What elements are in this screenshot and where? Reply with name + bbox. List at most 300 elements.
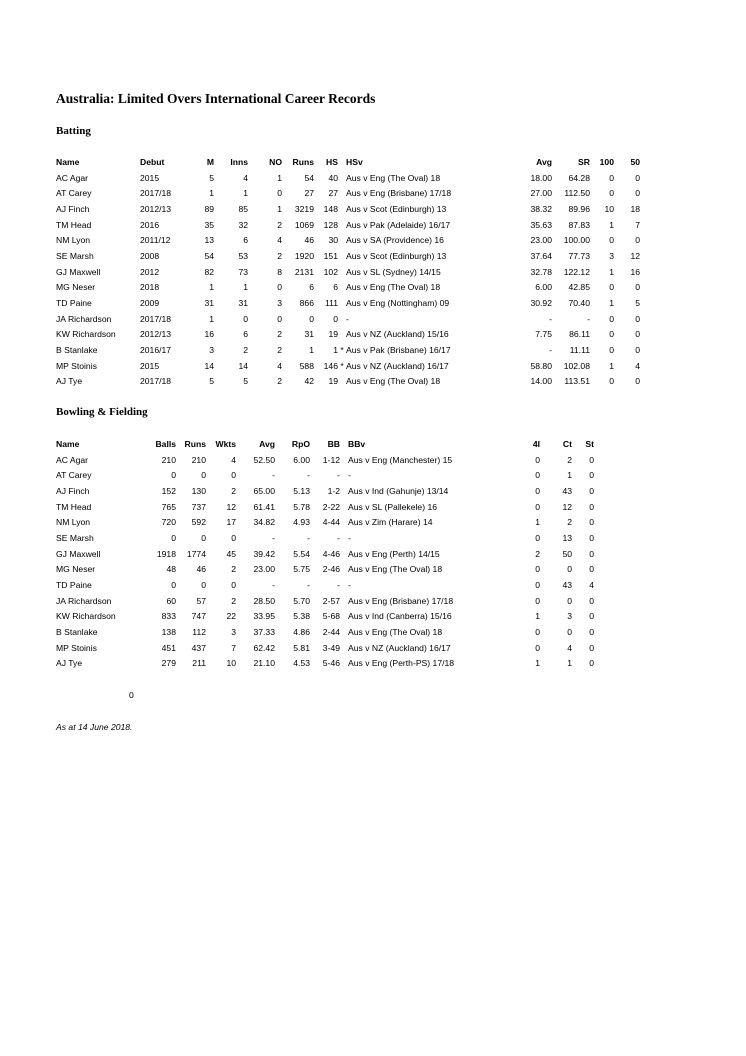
- bowling-cell-ct: 0: [567, 595, 572, 606]
- batting-cell-hs: 111: [324, 297, 338, 308]
- bowling-cell-wkts: 0: [231, 579, 236, 590]
- batting-cell-avg: 32.78: [530, 266, 552, 277]
- bowling-cell-wkts: 4: [231, 454, 236, 465]
- page-title: Australia: Limited Overs International Career Records: [56, 91, 376, 106]
- batting-cell-name: AJ Finch: [56, 203, 90, 214]
- batting-cell-avg: 58.80: [530, 360, 552, 371]
- bowling-cell-balls: 1918: [156, 548, 176, 559]
- batting-row: [56, 312, 640, 328]
- bowling-cell-st: 0: [589, 611, 594, 622]
- bowling-cell-wkts: 2: [231, 564, 236, 575]
- bowling-row: [56, 547, 594, 563]
- batting-cell-name: JA Richardson: [56, 313, 112, 324]
- batting-cell-m: 1: [209, 188, 214, 199]
- bowling-cell-balls: 720: [161, 517, 176, 528]
- batting-cell-hsv: Aus v Scot (Edinburgh) 13: [346, 203, 447, 214]
- batting-cell-h100: 0: [609, 282, 614, 293]
- bowling-cell-st: 0: [589, 454, 594, 465]
- bowling-cell-fourI: 0: [535, 470, 540, 481]
- batting-cell-hs: 19: [328, 329, 338, 340]
- bowling-cell-balls: 138: [161, 626, 176, 637]
- bowling-cell-wkts: 45: [226, 548, 236, 559]
- batting-cell-name: AT Carey: [56, 188, 92, 199]
- bowling-cell-rpo: 5.81: [293, 642, 310, 653]
- bowling-cell-rpo: 5.70: [293, 595, 310, 606]
- batting-cell-h50: 0: [635, 282, 640, 293]
- batting-cell-sr: 112.50: [564, 188, 590, 199]
- batting-cell-star: [338, 296, 346, 312]
- bowling-cell-name: AC Agar: [56, 454, 89, 465]
- batting-cell-no: 2: [277, 219, 282, 230]
- bowling-cell-bbv: Aus v Eng (Manchester) 15: [348, 454, 453, 465]
- batting-col-50: 50: [630, 157, 640, 167]
- batting-cell-h50: 18: [630, 203, 640, 214]
- bowling-cell-bbv: Aus v Ind (Gahunje) 13/14: [348, 485, 449, 496]
- bowling-cell-rpo: 4.86: [293, 626, 310, 637]
- bowling-cell-balls: 833: [161, 611, 176, 622]
- bowling-cell-ct: 1: [567, 658, 572, 669]
- batting-cell-star: [338, 280, 346, 296]
- bowling-cell-st: 4: [589, 579, 594, 590]
- bowling-cell-bbv: Aus v Eng (The Oval) 18: [348, 564, 443, 575]
- batting-cell-avg: -: [549, 344, 552, 355]
- batting-cell-no: 2: [277, 250, 282, 261]
- batting-cell-m: 1: [209, 282, 214, 293]
- bowling-spacer: [340, 625, 348, 641]
- bowling-cell-bb: 2-22: [322, 501, 340, 512]
- bowling-cell-rpo: -: [307, 579, 310, 590]
- bowling-cell-runs: 592: [191, 517, 206, 528]
- batting-cell-sr: 64.28: [568, 172, 590, 183]
- bowling-cell-avg: 23.00: [253, 564, 275, 575]
- batting-cell-hs: 102: [323, 266, 338, 277]
- batting-cell-hs: 1: [333, 344, 338, 355]
- batting-cell-runs: 42: [304, 376, 314, 387]
- bowling-cell-bb: -: [337, 470, 340, 481]
- lone-value: 0: [129, 690, 134, 700]
- bowling-cell-bbv: -: [348, 532, 351, 543]
- bowling-row: [56, 484, 594, 500]
- bowling-cell-bbv: Aus v Eng (Perth-PS) 17/18: [348, 658, 455, 669]
- batting-cell-name: NM Lyon: [56, 235, 91, 246]
- bowling-cell-bb: 1-2: [327, 485, 340, 496]
- bowling-cell-runs: 46: [196, 564, 206, 575]
- batting-table: [56, 155, 640, 390]
- batting-cell-h50: 16: [630, 266, 640, 277]
- bowling-cell-rpo: -: [307, 532, 310, 543]
- batting-row: [56, 343, 640, 359]
- bowling-cell-ct: 12: [562, 501, 572, 512]
- bowling-cell-bb: 1-12: [322, 454, 340, 465]
- batting-cell-h50: 0: [635, 376, 640, 387]
- bowling-cell-rpo: 5.38: [293, 611, 310, 622]
- batting-cell-h50: 0: [635, 329, 640, 340]
- bowling-cell-fourI: 0: [535, 501, 540, 512]
- batting-cell-no: 1: [277, 172, 282, 183]
- batting-cell-hsv: Aus v Eng (The Oval) 18: [346, 172, 441, 183]
- batting-header-row: [56, 155, 640, 171]
- batting-col-hsv: HSv: [346, 157, 363, 167]
- batting-cell-name: B Stanlake: [56, 344, 98, 355]
- bowling-cell-name: TD Paine: [56, 579, 92, 590]
- bowling-cell-st: 0: [589, 517, 594, 528]
- bowling-cell-st: 0: [589, 548, 594, 559]
- batting-cell-m: 35: [204, 219, 214, 230]
- batting-cell-hsv: Aus v Eng (Nottingham) 09: [346, 297, 450, 308]
- bowling-cell-avg: 34.82: [253, 517, 275, 528]
- bowling-cell-st: 0: [589, 642, 594, 653]
- bowling-cell-rpo: 5.13: [293, 485, 310, 496]
- batting-cell-h100: 10: [604, 203, 614, 214]
- bowling-cell-avg: 21.10: [253, 658, 275, 669]
- batting-cell-runs: 3219: [294, 203, 314, 214]
- batting-cell-m: 31: [204, 297, 214, 308]
- batting-cell-m: 82: [204, 266, 214, 277]
- bowling-spacer: [340, 515, 348, 531]
- batting-cell-debut: 2015: [140, 360, 160, 371]
- batting-cell-debut: 2016: [140, 219, 160, 230]
- batting-cell-inns: 1: [243, 282, 248, 293]
- batting-cell-runs: 2131: [294, 266, 314, 277]
- batting-cell-debut: 2015: [140, 172, 160, 183]
- bowling-cell-name: AJ Finch: [56, 485, 90, 496]
- batting-row: [56, 265, 640, 281]
- bowling-spacer: [340, 547, 348, 563]
- bowling-cell-rpo: 5.75: [293, 564, 310, 575]
- bowling-cell-avg: 61.41: [253, 501, 275, 512]
- bowling-cell-avg: 28.50: [253, 595, 275, 606]
- batting-cell-sr: 87.83: [568, 219, 590, 230]
- batting-cell-no: 8: [277, 266, 282, 277]
- bowling-cell-name: AT Carey: [56, 470, 92, 481]
- batting-cell-hsv: Aus v Scot (Edinburgh) 13: [346, 250, 447, 261]
- batting-cell-avg: 38.32: [530, 203, 552, 214]
- bowling-heading: Bowling & Fielding: [56, 406, 148, 418]
- bowling-cell-fourI: 1: [535, 517, 540, 528]
- batting-cell-runs: 6: [309, 282, 314, 293]
- bowling-cell-bbv: Aus v Ind (Canberra) 15/16: [348, 611, 452, 622]
- bowling-cell-rpo: 4.93: [293, 517, 310, 528]
- bowling-cell-bb: 5-46: [322, 658, 340, 669]
- batting-cell-h100: 0: [609, 172, 614, 183]
- batting-col-runs: Runs: [292, 157, 314, 167]
- bowling-cell-balls: 0: [171, 579, 176, 590]
- bowling-cell-bb: -: [337, 532, 340, 543]
- batting-row: [56, 359, 640, 375]
- batting-cell-h100: 1: [609, 219, 614, 230]
- batting-cell-hs: 30: [328, 235, 338, 246]
- bowling-col-balls: Balls: [155, 439, 176, 449]
- bowling-cell-fourI: 0: [535, 642, 540, 653]
- batting-cell-name: MP Stoinis: [56, 360, 97, 371]
- bowling-cell-bbv: Aus v Eng (The Oval) 18: [348, 626, 443, 637]
- bowling-cell-st: 0: [589, 564, 594, 575]
- bowling-cell-runs: 0: [201, 470, 206, 481]
- bowling-cell-balls: 765: [161, 501, 176, 512]
- as-at-note: As at 14 June 2018.: [56, 722, 133, 732]
- bowling-cell-wkts: 7: [231, 642, 236, 653]
- bowling-cell-name: KW Richardson: [56, 611, 116, 622]
- bowling-cell-rpo: -: [307, 470, 310, 481]
- batting-cell-m: 5: [209, 172, 214, 183]
- batting-cell-inns: 0: [243, 313, 248, 324]
- batting-cell-star: *: [340, 344, 344, 355]
- batting-cell-name: SE Marsh: [56, 250, 94, 261]
- bowling-cell-bb: 2-44: [322, 626, 340, 637]
- batting-row: [56, 218, 640, 234]
- batting-cell-h100: 0: [609, 313, 614, 324]
- bowling-cell-rpo: 6.00: [293, 454, 310, 465]
- batting-cell-h50: 0: [635, 172, 640, 183]
- batting-row: [56, 296, 640, 312]
- batting-cell-hs: 128: [323, 219, 338, 230]
- bowling-cell-ct: 50: [562, 548, 572, 559]
- batting-cell-sr: 11.11: [569, 344, 590, 355]
- bowling-cell-rpo: 4.53: [293, 658, 310, 669]
- batting-cell-no: 3: [277, 297, 282, 308]
- batting-cell-no: 2: [277, 376, 282, 387]
- batting-cell-h100: 1: [609, 297, 614, 308]
- bowling-col-rpo: RpO: [291, 439, 310, 449]
- bowling-row: [56, 641, 594, 657]
- batting-row: [56, 233, 640, 249]
- batting-cell-sr: 77.73: [568, 250, 590, 261]
- batting-cell-inns: 4: [243, 172, 248, 183]
- batting-cell-runs: 54: [304, 172, 314, 183]
- bowling-row: [56, 578, 594, 594]
- bowling-row: [56, 468, 594, 484]
- bowling-cell-bb: 4-46: [322, 548, 340, 559]
- bowling-cell-rpo: 5.54: [293, 548, 310, 559]
- batting-cell-m: 1: [209, 313, 214, 324]
- batting-cell-hs: 19: [328, 376, 338, 387]
- batting-cell-h50: 7: [635, 219, 640, 230]
- bowling-cell-wkts: 10: [226, 658, 236, 669]
- bowling-cell-bb: 5-68: [322, 611, 340, 622]
- bowling-cell-runs: 0: [201, 579, 206, 590]
- batting-cell-hsv: Aus v Eng (The Oval) 18: [346, 282, 441, 293]
- batting-cell-h100: 1: [609, 266, 614, 277]
- batting-cell-runs: 0: [309, 313, 314, 324]
- bowling-row: [56, 531, 594, 547]
- bowling-cell-avg: 52.50: [253, 454, 275, 465]
- bowling-spacer: [340, 641, 348, 657]
- batting-col-hs: HS: [326, 157, 338, 167]
- batting-cell-sr: 113.51: [564, 376, 590, 387]
- bowling-cell-runs: 747: [191, 611, 206, 622]
- batting-cell-hs: 146: [323, 360, 338, 371]
- bowling-cell-name: MG Neser: [56, 564, 96, 575]
- batting-cell-m: 89: [204, 203, 214, 214]
- batting-col-debut: Debut: [140, 157, 165, 167]
- batting-cell-star: [338, 202, 346, 218]
- batting-row: [56, 327, 640, 343]
- batting-row: [56, 280, 640, 296]
- bowling-col-avg: Avg: [259, 439, 275, 449]
- batting-cell-debut: 2011/12: [140, 235, 171, 246]
- bowling-cell-bbv: -: [348, 579, 351, 590]
- batting-cell-name: TD Paine: [56, 297, 92, 308]
- bowling-spacer: [340, 453, 348, 469]
- batting-cell-avg: 30.92: [530, 297, 552, 308]
- bowling-spacer: [340, 609, 348, 625]
- batting-cell-name: TM Head: [56, 219, 92, 230]
- batting-cell-hsv: -: [346, 313, 349, 324]
- bowling-cell-avg: -: [272, 532, 275, 543]
- batting-cell-inns: 14: [238, 360, 248, 371]
- batting-cell-hsv: Aus v SL (Sydney) 14/15: [346, 266, 441, 277]
- bowling-cell-balls: 279: [161, 658, 176, 669]
- batting-cell-hs: 27: [328, 188, 338, 199]
- batting-row: [56, 171, 640, 187]
- batting-cell-h50: 0: [635, 235, 640, 246]
- batting-cell-hs: 151: [323, 250, 338, 261]
- bowling-col-ct: Ct: [562, 439, 572, 449]
- bowling-cell-avg: -: [272, 470, 275, 481]
- bowling-cell-st: 0: [589, 470, 594, 481]
- bowling-cell-runs: 437: [191, 642, 206, 653]
- batting-cell-hsv: Aus v Eng (The Oval) 18: [346, 376, 441, 387]
- batting-cell-runs: 866: [299, 297, 314, 308]
- bowling-cell-balls: 210: [161, 454, 176, 465]
- batting-cell-debut: 2008: [140, 250, 160, 261]
- bowling-cell-bb: 2-46: [322, 564, 340, 575]
- bowling-cell-runs: 737: [191, 501, 206, 512]
- batting-cell-debut: 2012/13: [140, 329, 172, 340]
- batting-col-name: Name: [56, 157, 80, 167]
- bowling-row: [56, 500, 594, 516]
- batting-cell-h50: 12: [630, 250, 640, 261]
- bowling-row: [56, 609, 594, 625]
- batting-cell-runs: 46: [304, 235, 314, 246]
- batting-cell-sr: 42.85: [568, 282, 590, 293]
- batting-cell-h50: 5: [635, 297, 640, 308]
- batting-cell-hsv: Aus v Pak (Adelaide) 16/17: [346, 219, 451, 230]
- batting-cell-inns: 6: [243, 329, 248, 340]
- batting-cell-name: AJ Tye: [56, 376, 83, 387]
- batting-row: [56, 249, 640, 265]
- batting-heading: Batting: [56, 125, 91, 137]
- batting-cell-runs: 27: [304, 188, 314, 199]
- batting-cell-hs: 40: [328, 172, 338, 183]
- batting-cell-hsv: Aus v NZ (Auckland) 16/17: [346, 360, 449, 371]
- batting-cell-debut: 2012/13: [140, 203, 172, 214]
- bowling-col-bb: BB: [327, 439, 340, 449]
- batting-cell-inns: 31: [238, 297, 248, 308]
- batting-col-sr: SR: [578, 157, 590, 167]
- bowling-cell-ct: 43: [562, 485, 572, 496]
- bowling-cell-ct: 13: [562, 532, 572, 543]
- batting-cell-no: 2: [277, 344, 282, 355]
- bowling-cell-name: MP Stoinis: [56, 642, 97, 653]
- bowling-cell-runs: 1774: [186, 548, 206, 559]
- bowling-cell-balls: 60: [166, 595, 176, 606]
- bowling-cell-fourI: 0: [535, 532, 540, 543]
- bowling-cell-fourI: 0: [535, 454, 540, 465]
- batting-cell-avg: -: [549, 313, 552, 324]
- bowling-cell-runs: 57: [196, 595, 206, 606]
- batting-col-100: 100: [599, 157, 614, 167]
- batting-cell-star: [338, 265, 346, 281]
- bowling-cell-balls: 0: [171, 470, 176, 481]
- batting-cell-hs: 0: [333, 313, 338, 324]
- bowling-cell-wkts: 0: [231, 532, 236, 543]
- bowling-col-wkts: Wkts: [215, 439, 236, 449]
- batting-cell-runs: 31: [304, 329, 314, 340]
- batting-row: [56, 186, 640, 202]
- batting-cell-avg: 37.64: [530, 250, 552, 261]
- batting-cell-star: [338, 249, 346, 265]
- bowling-table: [56, 437, 594, 672]
- bowling-col-name: Name: [56, 439, 80, 449]
- batting-cell-inns: 32: [238, 219, 248, 230]
- bowling-spacer: [340, 594, 348, 610]
- bowling-row: [56, 562, 594, 578]
- batting-cell-sr: 86.11: [569, 329, 590, 340]
- batting-cell-inns: 5: [243, 376, 248, 387]
- batting-col-avg: Avg: [536, 157, 552, 167]
- batting-cell-debut: 2018: [140, 282, 160, 293]
- batting-row: [56, 202, 640, 218]
- bowling-cell-fourI: 0: [535, 564, 540, 575]
- bowling-spacer: [340, 562, 348, 578]
- batting-cell-avg: 14.00: [530, 376, 552, 387]
- batting-cell-name: AC Agar: [56, 172, 89, 183]
- bowling-cell-fourI: 1: [535, 658, 540, 669]
- batting-cell-avg: 35.63: [530, 219, 552, 230]
- bowling-cell-ct: 2: [567, 454, 572, 465]
- batting-cell-debut: 2017/18: [140, 313, 172, 324]
- batting-cell-star: [338, 218, 346, 234]
- batting-row: [56, 374, 640, 390]
- batting-cell-hsv: Aus v SA (Providence) 16: [346, 235, 444, 246]
- bowling-cell-st: 0: [589, 658, 594, 669]
- bowling-cell-bb: 2-57: [322, 595, 340, 606]
- bowling-cell-ct: 1: [567, 470, 572, 481]
- batting-cell-sr: 70.40: [568, 297, 590, 308]
- batting-cell-star: [338, 186, 346, 202]
- bowling-row: [56, 625, 594, 641]
- bowling-cell-st: 0: [589, 485, 594, 496]
- batting-cell-avg: 7.75: [535, 329, 552, 340]
- batting-cell-debut: 2012: [140, 266, 160, 277]
- batting-cell-debut: 2009: [140, 297, 160, 308]
- bowling-cell-runs: 0: [201, 532, 206, 543]
- bowling-cell-ct: 2: [567, 517, 572, 528]
- batting-cell-m: 5: [209, 376, 214, 387]
- bowling-cell-bbv: Aus v SL (Pallekele) 16: [348, 501, 438, 512]
- batting-cell-name: KW Richardson: [56, 329, 116, 340]
- bowling-cell-st: 0: [589, 532, 594, 543]
- bowling-cell-bb: 4-44: [322, 517, 340, 528]
- bowling-spacer: [340, 484, 348, 500]
- bowling-cell-ct: 4: [567, 642, 572, 653]
- bowling-cell-wkts: 2: [231, 595, 236, 606]
- batting-cell-debut: 2017/18: [140, 376, 172, 387]
- batting-cell-debut: 2017/18: [140, 188, 172, 199]
- batting-cell-inns: 1: [243, 188, 248, 199]
- batting-cell-hsv: Aus v Pak (Brisbane) 16/17: [346, 344, 451, 355]
- bowling-col-4i: 4I: [532, 439, 540, 449]
- batting-cell-avg: 18.00: [530, 172, 552, 183]
- bowling-cell-balls: 451: [161, 642, 176, 653]
- batting-col-inns: Inns: [230, 157, 248, 167]
- batting-cell-avg: 6.00: [535, 282, 552, 293]
- bowling-cell-avg: 65.00: [253, 485, 275, 496]
- batting-cell-h100: 0: [609, 329, 614, 340]
- bowling-col-bbv: BBv: [348, 439, 366, 449]
- bowling-spacer: [340, 531, 348, 547]
